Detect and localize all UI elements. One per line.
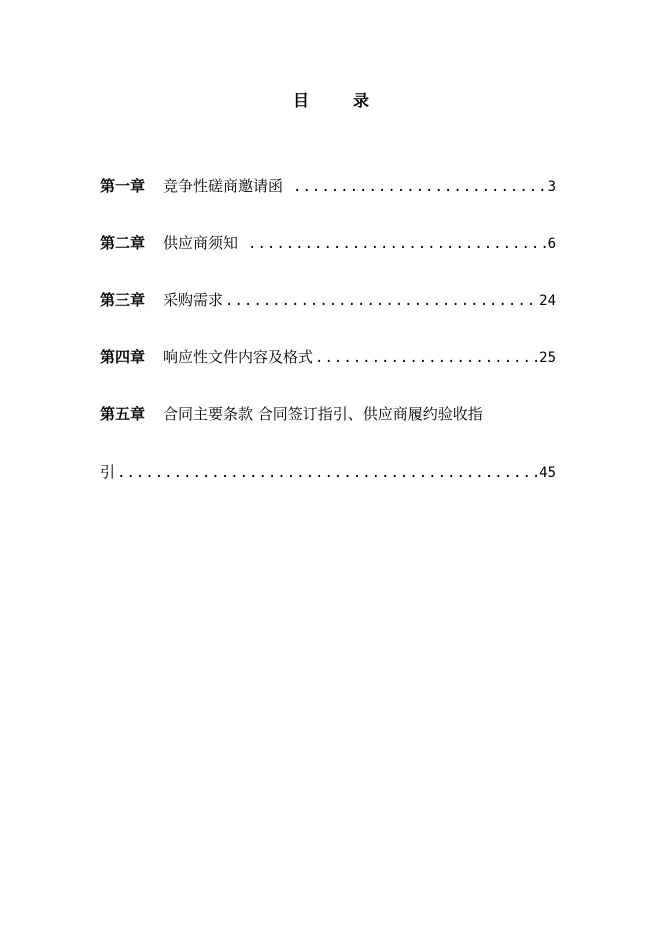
toc-entry-heading: 竞争性磋商邀请函 <box>163 177 284 195</box>
toc-dot-leader <box>248 233 546 255</box>
toc-entry-page: 25 <box>539 350 556 366</box>
toc-dot-leader <box>315 347 537 369</box>
toc-title-char-1: 目 <box>292 91 309 110</box>
toc-entry-chapter: 第三章 <box>100 291 146 309</box>
toc-entry-chapter: 第二章 <box>100 234 146 252</box>
toc-entry-3[interactable] <box>100 289 556 312</box>
toc-entry-heading: 供应商须知 <box>163 234 239 252</box>
toc-dot-leader <box>293 176 546 198</box>
toc-entry-5[interactable] <box>100 403 570 425</box>
toc-entry-4[interactable] <box>100 346 556 369</box>
toc-entry-chapter: 第一章 <box>100 177 146 195</box>
toc-entry-heading: 响应性文件内容及格式 <box>163 348 314 366</box>
toc-entry-page: 45 <box>539 465 556 481</box>
toc-entry-heading: 采购需求 <box>163 291 224 309</box>
toc-entry-chapter: 第五章 <box>100 405 146 423</box>
toc-entry-page: 3 <box>547 179 556 195</box>
toc-title <box>0 88 662 111</box>
toc-entry-5-continued[interactable] <box>100 461 556 484</box>
toc-entry-page: 24 <box>539 293 556 309</box>
toc-entry-page: 6 <box>547 236 556 252</box>
toc-entry-1[interactable] <box>100 175 556 198</box>
toc-entry-heading: 合同主要条款 合同签订指引、供应商履约验收指 <box>163 405 483 423</box>
toc-entry-2[interactable] <box>100 232 556 255</box>
toc-entry-heading-continued: 引 <box>100 463 116 481</box>
toc-entry-chapter: 第四章 <box>100 348 146 366</box>
toc-dot-leader <box>117 462 537 484</box>
toc-title-char-2: 录 <box>353 91 370 110</box>
toc-dot-leader <box>225 290 537 312</box>
